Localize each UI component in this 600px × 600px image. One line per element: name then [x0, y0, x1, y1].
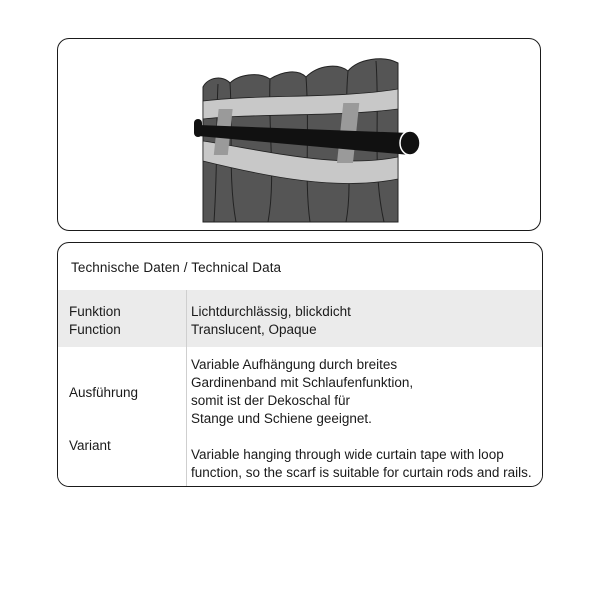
row-value-funktion: Lichtdurchlässig, blickdicht [191, 304, 351, 319]
variant-text-de-line: Stange und Schiene geeignet. [191, 411, 372, 426]
row-label-ausfuehrung: Ausführung [69, 385, 139, 400]
row-label-funktion: Funktion [69, 304, 121, 319]
rod-end-cap [400, 131, 420, 155]
curtain-on-rod-illustration [58, 39, 542, 232]
variant-text-en-line: Variable hanging through wide curtain tape with loop [191, 447, 504, 462]
technical-data-table [57, 242, 543, 487]
variant-text-de-line: Gardinenband mit Schlaufenfunktion, [191, 375, 414, 390]
curtain-illustration-panel [57, 38, 541, 231]
column-divider [186, 290, 187, 487]
variant-text-de-line: somit ist der Dekoschal für [191, 393, 351, 408]
variant-text-de-line: Variable Aufhängung durch breites [191, 357, 398, 372]
table-title: Technische Daten / Technical Data [71, 260, 282, 275]
row-label-variant: Variant [69, 438, 111, 453]
row-value-function: Translucent, Opaque [191, 322, 317, 337]
row-label-function: Function [69, 322, 121, 337]
variant-text-en-line: function, so the scarf is suitable for curtain rods and rails. [191, 465, 532, 480]
